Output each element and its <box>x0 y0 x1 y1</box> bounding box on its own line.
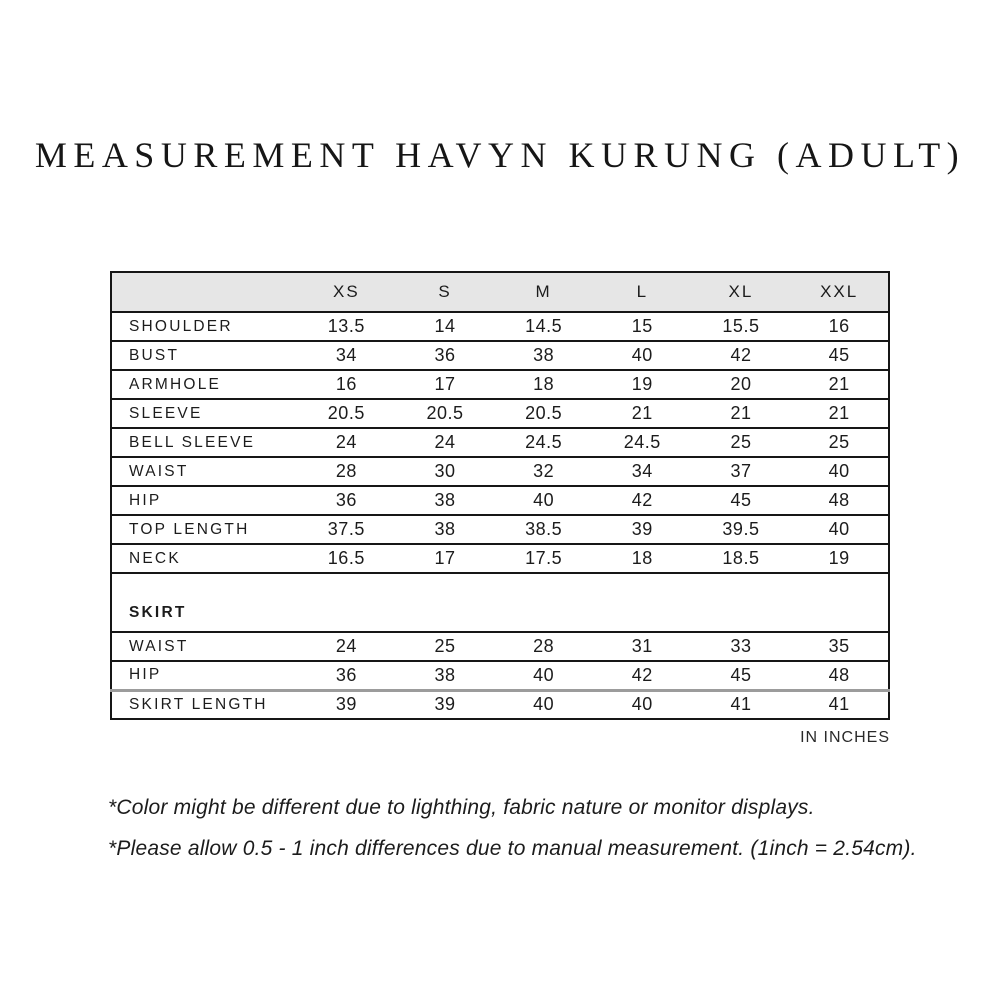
measurement-value: 24.5 <box>623 432 661 452</box>
measurement-value: 15 <box>631 316 653 336</box>
measurement-value: 20.5 <box>426 403 464 423</box>
measurement-value: 34 <box>631 461 653 481</box>
measurement-label: SHOULDER <box>129 317 233 335</box>
measurement-label: BUST <box>129 346 180 364</box>
size-table-header <box>111 272 889 312</box>
measurement-value: 24.5 <box>525 432 563 452</box>
measurement-value: 42 <box>631 664 653 685</box>
measurement-value: 21 <box>828 403 850 423</box>
table-row <box>111 399 889 428</box>
measurement-label: TOP LENGTH <box>129 520 250 538</box>
measurement-value: 21 <box>828 374 850 394</box>
size-column-header: L <box>593 272 692 312</box>
measurement-value: 25 <box>434 636 456 656</box>
measurement-value: 39 <box>335 694 357 715</box>
measurement-value: 36 <box>434 345 456 365</box>
measurement-label: SLEEVE <box>129 404 203 422</box>
size-chart <box>110 271 890 747</box>
size-column-header: M <box>494 272 593 312</box>
measurement-value: 24 <box>335 636 357 656</box>
measurement-value: 14.5 <box>525 316 563 336</box>
table-row <box>111 486 889 515</box>
measurement-value: 18 <box>533 374 555 394</box>
measurement-value: 17 <box>434 374 456 394</box>
measurement-value: 40 <box>631 345 653 365</box>
measurement-value: 39 <box>631 519 653 539</box>
table-row <box>111 544 889 573</box>
measurement-value: 38 <box>434 490 456 510</box>
measurement-value: 17.5 <box>525 548 563 568</box>
table-row <box>111 341 889 370</box>
size-column-header: XS <box>297 272 396 312</box>
skirt-section-row <box>111 573 889 632</box>
measurement-value: 35 <box>828 636 850 656</box>
measurement-value: 25 <box>828 432 850 452</box>
size-table <box>110 271 890 720</box>
measurement-value: 41 <box>828 694 850 715</box>
size-table-body <box>111 312 889 719</box>
measurement-value: 38 <box>533 345 555 365</box>
footnote-color: *Color might be different due to lighthing, fabric nature or monitor displays. <box>108 796 815 819</box>
table-row <box>111 428 889 457</box>
measurement-value: 30 <box>434 461 456 481</box>
measurement-value: 41 <box>730 694 752 715</box>
skirt-section-label: SKIRT <box>129 604 187 621</box>
page-title: MEASUREMENT HAVYN KURUNG (ADULT) <box>34 135 966 175</box>
footnotes <box>108 796 917 878</box>
footnote-measurement: *Please allow 0.5 - 1 inch differences due to manual measurement. (1inch = 2.54cm). <box>108 837 917 860</box>
measurement-value: 28 <box>335 461 357 481</box>
measurement-value: 25 <box>730 432 752 452</box>
table-row <box>111 370 889 399</box>
table-row <box>111 457 889 486</box>
measurement-value: 21 <box>631 403 653 423</box>
measurement-value: 24 <box>335 432 357 452</box>
measurement-value: 40 <box>533 664 555 685</box>
measurement-value: 19 <box>828 548 850 568</box>
table-row <box>111 312 889 341</box>
measurement-value: 45 <box>730 490 752 510</box>
measurement-value: 20.5 <box>525 403 563 423</box>
measurement-value: 17 <box>434 548 456 568</box>
measurement-value: 48 <box>828 490 850 510</box>
measurement-value: 38.5 <box>525 519 563 539</box>
measurement-value: 42 <box>631 490 653 510</box>
measurement-value: 15.5 <box>722 316 760 336</box>
measurement-value: 14 <box>434 316 456 336</box>
unit-note: IN INCHES <box>800 729 890 746</box>
measurement-label: WAIST <box>129 462 189 480</box>
measurement-label: HIP <box>129 491 162 509</box>
measurement-value: 38 <box>434 519 456 539</box>
measurement-value: 28 <box>533 636 555 656</box>
measurement-value: 18.5 <box>722 548 760 568</box>
measurement-value: 36 <box>335 490 357 510</box>
measurement-label: HIP <box>129 666 162 684</box>
table-row <box>111 661 889 690</box>
measurement-value: 45 <box>828 345 850 365</box>
measurement-value: 40 <box>631 694 653 715</box>
measurement-value: 16 <box>828 316 850 336</box>
measurement-value: 20.5 <box>327 403 365 423</box>
measurement-value: 13.5 <box>327 316 365 336</box>
corner-cell <box>111 272 297 312</box>
measurement-value: 36 <box>335 664 357 685</box>
measurement-value: 38 <box>434 664 456 685</box>
measurement-value: 19 <box>631 374 653 394</box>
size-column-header: XXL <box>790 272 889 312</box>
measurement-value: 42 <box>730 345 752 365</box>
measurement-value: 48 <box>828 664 850 685</box>
measurement-value: 45 <box>730 664 752 685</box>
measurement-value: 37 <box>730 461 752 481</box>
measurement-value: 18 <box>631 548 653 568</box>
measurement-value: 40 <box>828 519 850 539</box>
header-row <box>111 272 889 312</box>
table-row <box>111 515 889 544</box>
measurement-value: 37.5 <box>327 519 365 539</box>
measurement-value: 16.5 <box>327 548 365 568</box>
size-column-header: S <box>396 272 495 312</box>
measurement-value: 24 <box>434 432 456 452</box>
measurement-value: 32 <box>533 461 555 481</box>
measurement-label: BELL SLEEVE <box>129 433 256 451</box>
measurement-label: NECK <box>129 549 181 567</box>
measurement-value: 40 <box>533 490 555 510</box>
size-column-header: XL <box>692 272 791 312</box>
measurement-value: 39 <box>434 694 456 715</box>
table-row <box>111 690 889 719</box>
measurement-label: SKIRT LENGTH <box>129 695 268 713</box>
measurement-value: 39.5 <box>722 519 760 539</box>
table-row <box>111 632 889 661</box>
measurement-value: 16 <box>335 374 357 394</box>
measurement-value: 40 <box>828 461 850 481</box>
measurement-label: ARMHOLE <box>129 375 222 393</box>
measurement-value: 40 <box>533 694 555 715</box>
measurement-value: 31 <box>631 636 653 656</box>
measurement-value: 20 <box>730 374 752 394</box>
measurement-value: 33 <box>730 636 752 656</box>
measurement-value: 34 <box>335 345 357 365</box>
measurement-label: WAIST <box>129 637 189 655</box>
measurement-value: 21 <box>730 403 752 423</box>
